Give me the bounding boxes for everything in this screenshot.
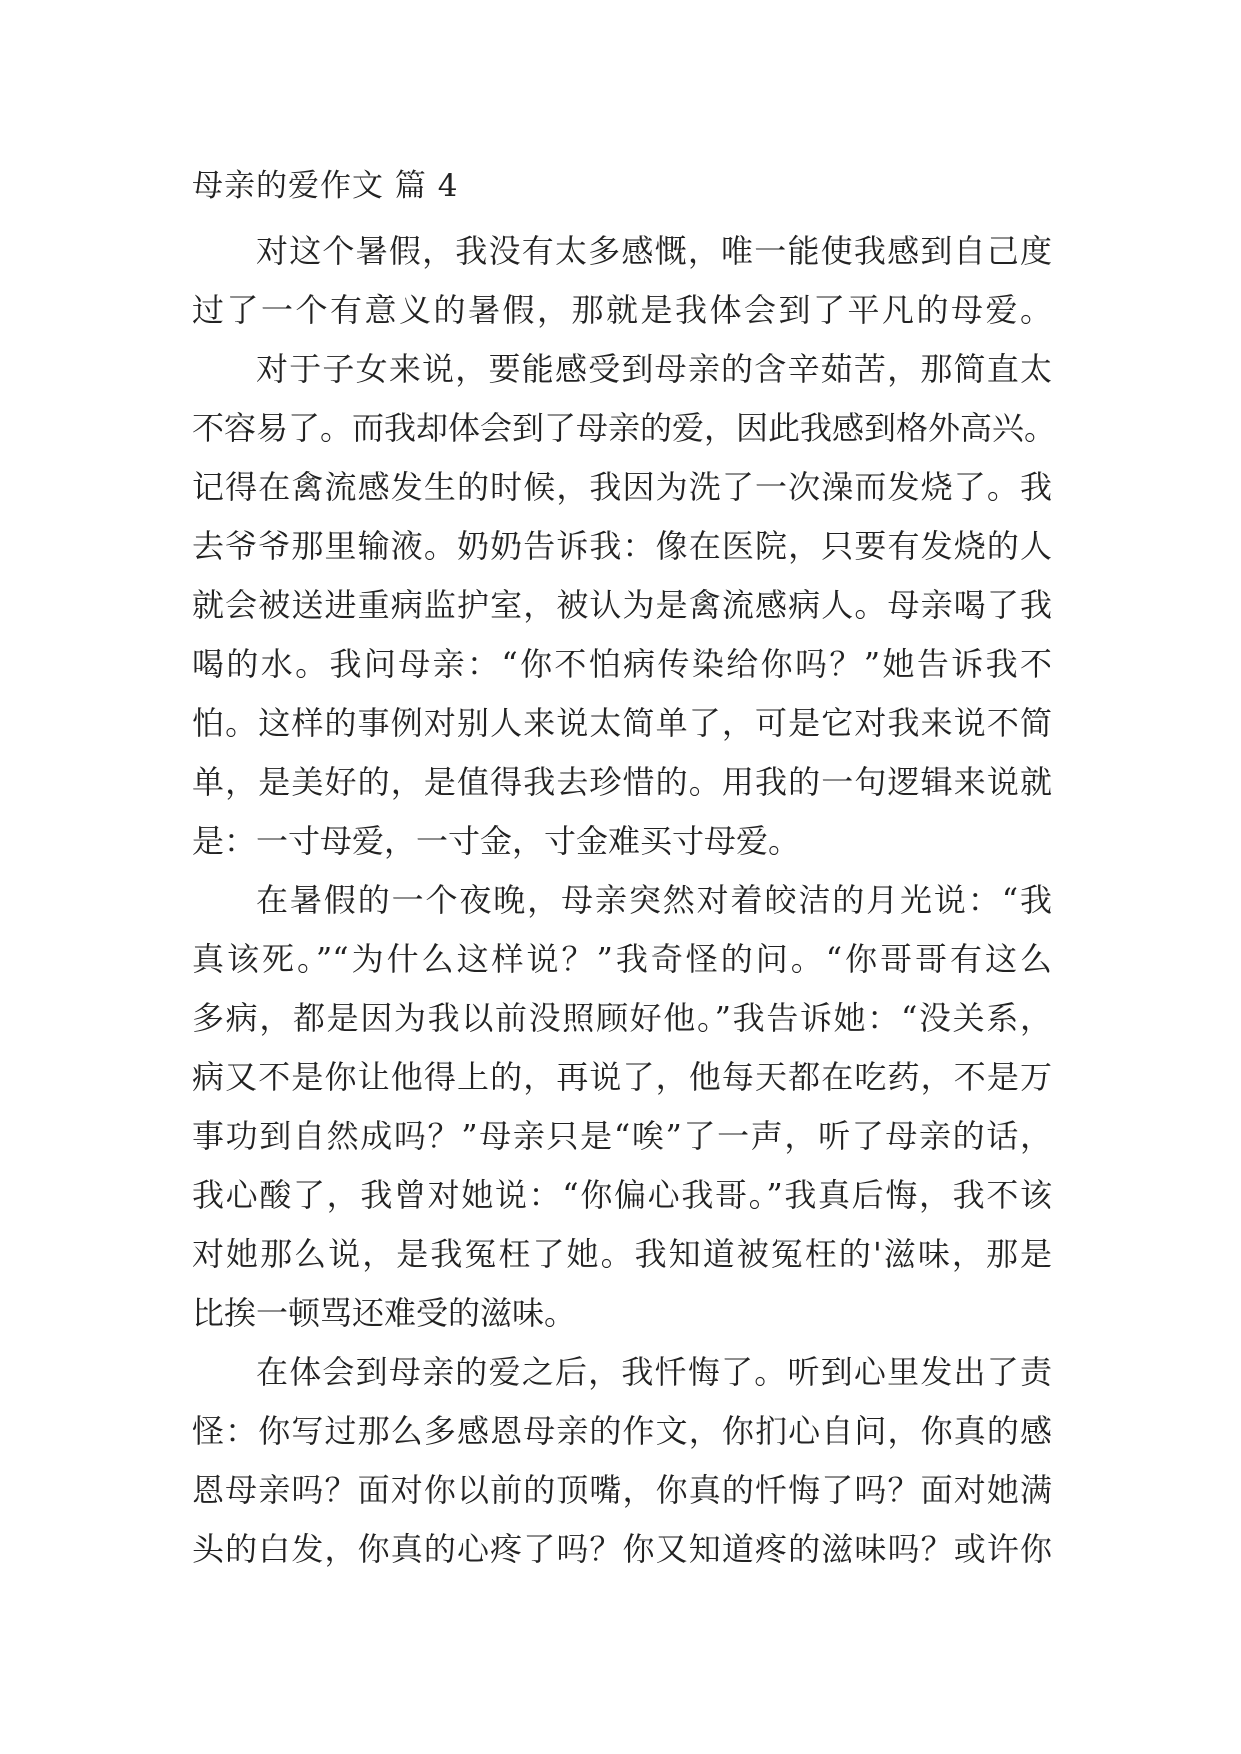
text-line: 记得在禽流感发生的时候，我因为洗了一次澡而发烧了。我 [192, 468, 1052, 506]
text-line: 单，是美好的，是值得我去珍惜的。用我的一句逻辑来说就 [192, 763, 1052, 801]
text-line: 去爷爷那里输液。奶奶告诉我：像在医院，只要有发烧的人 [192, 527, 1052, 565]
text-line: 是：一寸母爱，一寸金，寸金难买寸母爱。 [192, 822, 801, 860]
text-line: 喝的水。我问母亲：“你不怕病传染给你吗？”她告诉我不 [192, 645, 1052, 683]
text-line: 真该死。”“为什么这样说？”我奇怪的问。“你哥哥有这么 [192, 940, 1052, 978]
text-line: 比挨一顿骂还难受的滋味。 [192, 1294, 577, 1332]
essay-title: 母亲的爱作文 篇 4 [192, 168, 459, 204]
text-line: 病又不是你让他得上的，再说了，他每天都在吃药，不是万 [192, 1058, 1052, 1096]
text-line: 对于子女来说，要能感受到母亲的含辛茹苦，那简直太 [256, 350, 1052, 388]
text-line: 恩母亲吗？面对你以前的顶嘴，你真的忏悔了吗？面对她满 [192, 1471, 1052, 1509]
text-line: 怕。这样的事例对别人来说太简单了，可是它对我来说不简 [192, 704, 1052, 742]
text-line: 事功到自然成吗？”母亲只是“唉”了一声，听了母亲的话， [192, 1117, 1052, 1155]
text-line: 在体会到母亲的爱之后，我忏悔了。听到心里发出了责 [256, 1353, 1052, 1391]
text-line: 在暑假的一个夜晚，母亲突然对着皎洁的月光说：“我 [256, 881, 1052, 919]
text-line: 怪：你写过那么多感恩母亲的作文，你扪心自问，你真的感 [192, 1412, 1052, 1450]
text-line: 不容易了。而我却体会到了母亲的爱，因此我感到格外高兴。 [192, 409, 1057, 447]
text-line: 多病，都是因为我以前没照顾好他。”我告诉她：“没关系， [192, 999, 1052, 1037]
text-line: 对这个暑假，我没有太多感慨，唯一能使我感到自己度 [256, 232, 1052, 270]
essay-body [192, 222, 1057, 1579]
text-line: 就会被送进重病监护室，被认为是禽流感病人。母亲喝了我 [192, 586, 1052, 624]
text-line: 对她那么说，是我冤枉了她。我知道被冤枉的'滋味，那是 [192, 1235, 1052, 1273]
text-line: 我心酸了，我曾对她说：“你偏心我哥。”我真后悔，我不该 [192, 1176, 1052, 1214]
text-line: 头的白发，你真的心疼了吗？你又知道疼的滋味吗？或许你 [192, 1530, 1052, 1568]
text-line: 过了一个有意义的暑假，那就是我体会到了平凡的母爱。 [192, 291, 1052, 329]
